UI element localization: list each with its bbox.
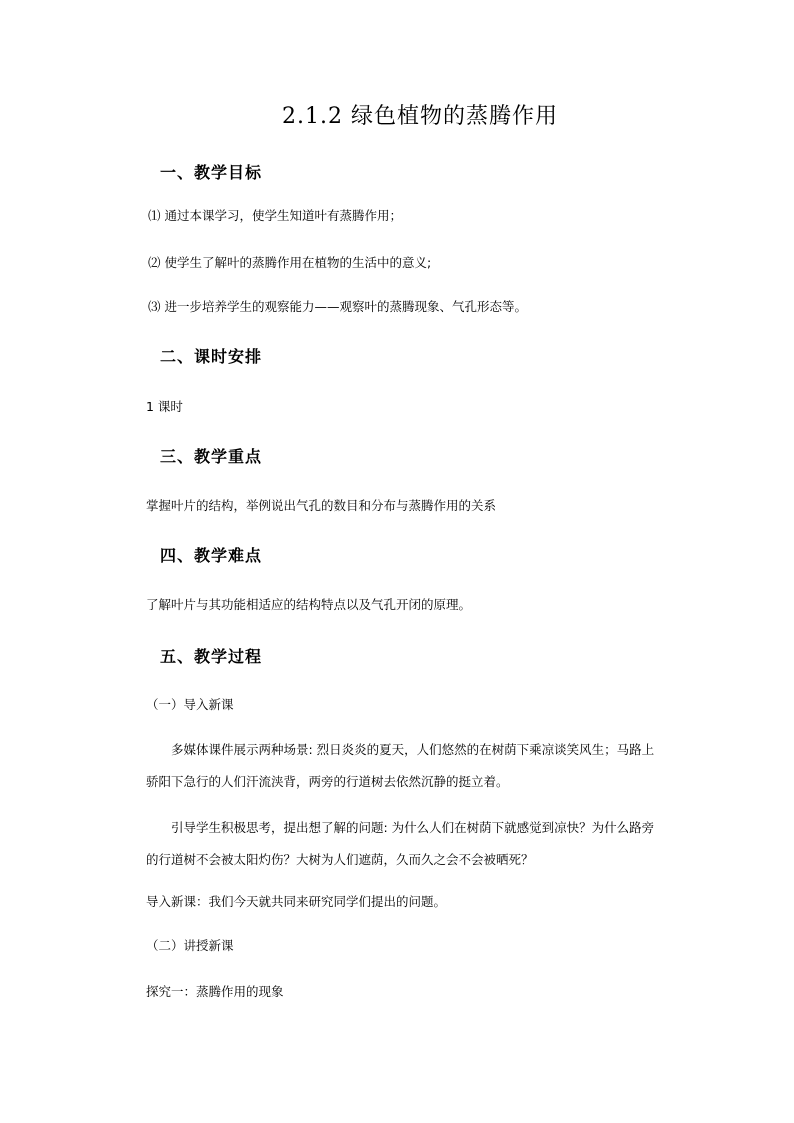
intro-paragraph-2: 引导学生积极思考，提出想了解的问题: 为什么人们在树荫下就感觉到凉快？为什么路旁的行道树不会被太阳灼伤？大树为人们遮荫，久而久之会不会被晒死？	[146, 820, 655, 867]
section-heading-goals: 一、教学目标	[160, 163, 263, 182]
intro-paragraph-1: 多媒体课件展示两种场景: 烈日炎炎的夏天，人们悠然的在树荫下乘凉谈笑风生；马路上骄阳下急行的人们汗流浃背，两旁的行道树去依然沉静的挺立着。	[146, 742, 655, 789]
difficulty-text: 了解叶片与其功能相适应的结构特点以及气孔开闭的原理。	[146, 597, 472, 612]
section-heading-process: 五、教学过程	[160, 647, 263, 666]
explore-heading-1: 探究一：蒸腾作用的现象	[146, 984, 284, 999]
lecture-subheading: （二）讲授新课	[146, 938, 234, 953]
key-point-text: 掌握叶片的结构，举例说出气孔的数目和分布与蒸腾作用的关系	[146, 498, 497, 513]
goal-item-3: ⑶ 进一步培养学生的观察能力——观察叶的蒸腾现象、气孔形态等。	[148, 299, 527, 314]
schedule-text: 1 课时	[146, 399, 183, 414]
intro-subheading: （一）导入新课	[146, 697, 234, 712]
intro-paragraph-3: 导入新课：我们今天就共同来研究同学们提出的问题。	[146, 894, 447, 909]
section-heading-schedule: 二、课时安排	[160, 347, 263, 366]
section-heading-key-point: 三、教学重点	[160, 447, 263, 466]
section-heading-difficulty: 四、教学难点	[160, 546, 263, 565]
document-title: 2.1.2 绿色植物的蒸腾作用	[282, 104, 558, 129]
goal-item-1: ⑴ 通过本课学习，使学生知道叶有蒸腾作用；	[148, 208, 402, 223]
goal-item-2: ⑵ 使学生了解叶的蒸腾作用在植物的生活中的意义;	[148, 255, 432, 270]
